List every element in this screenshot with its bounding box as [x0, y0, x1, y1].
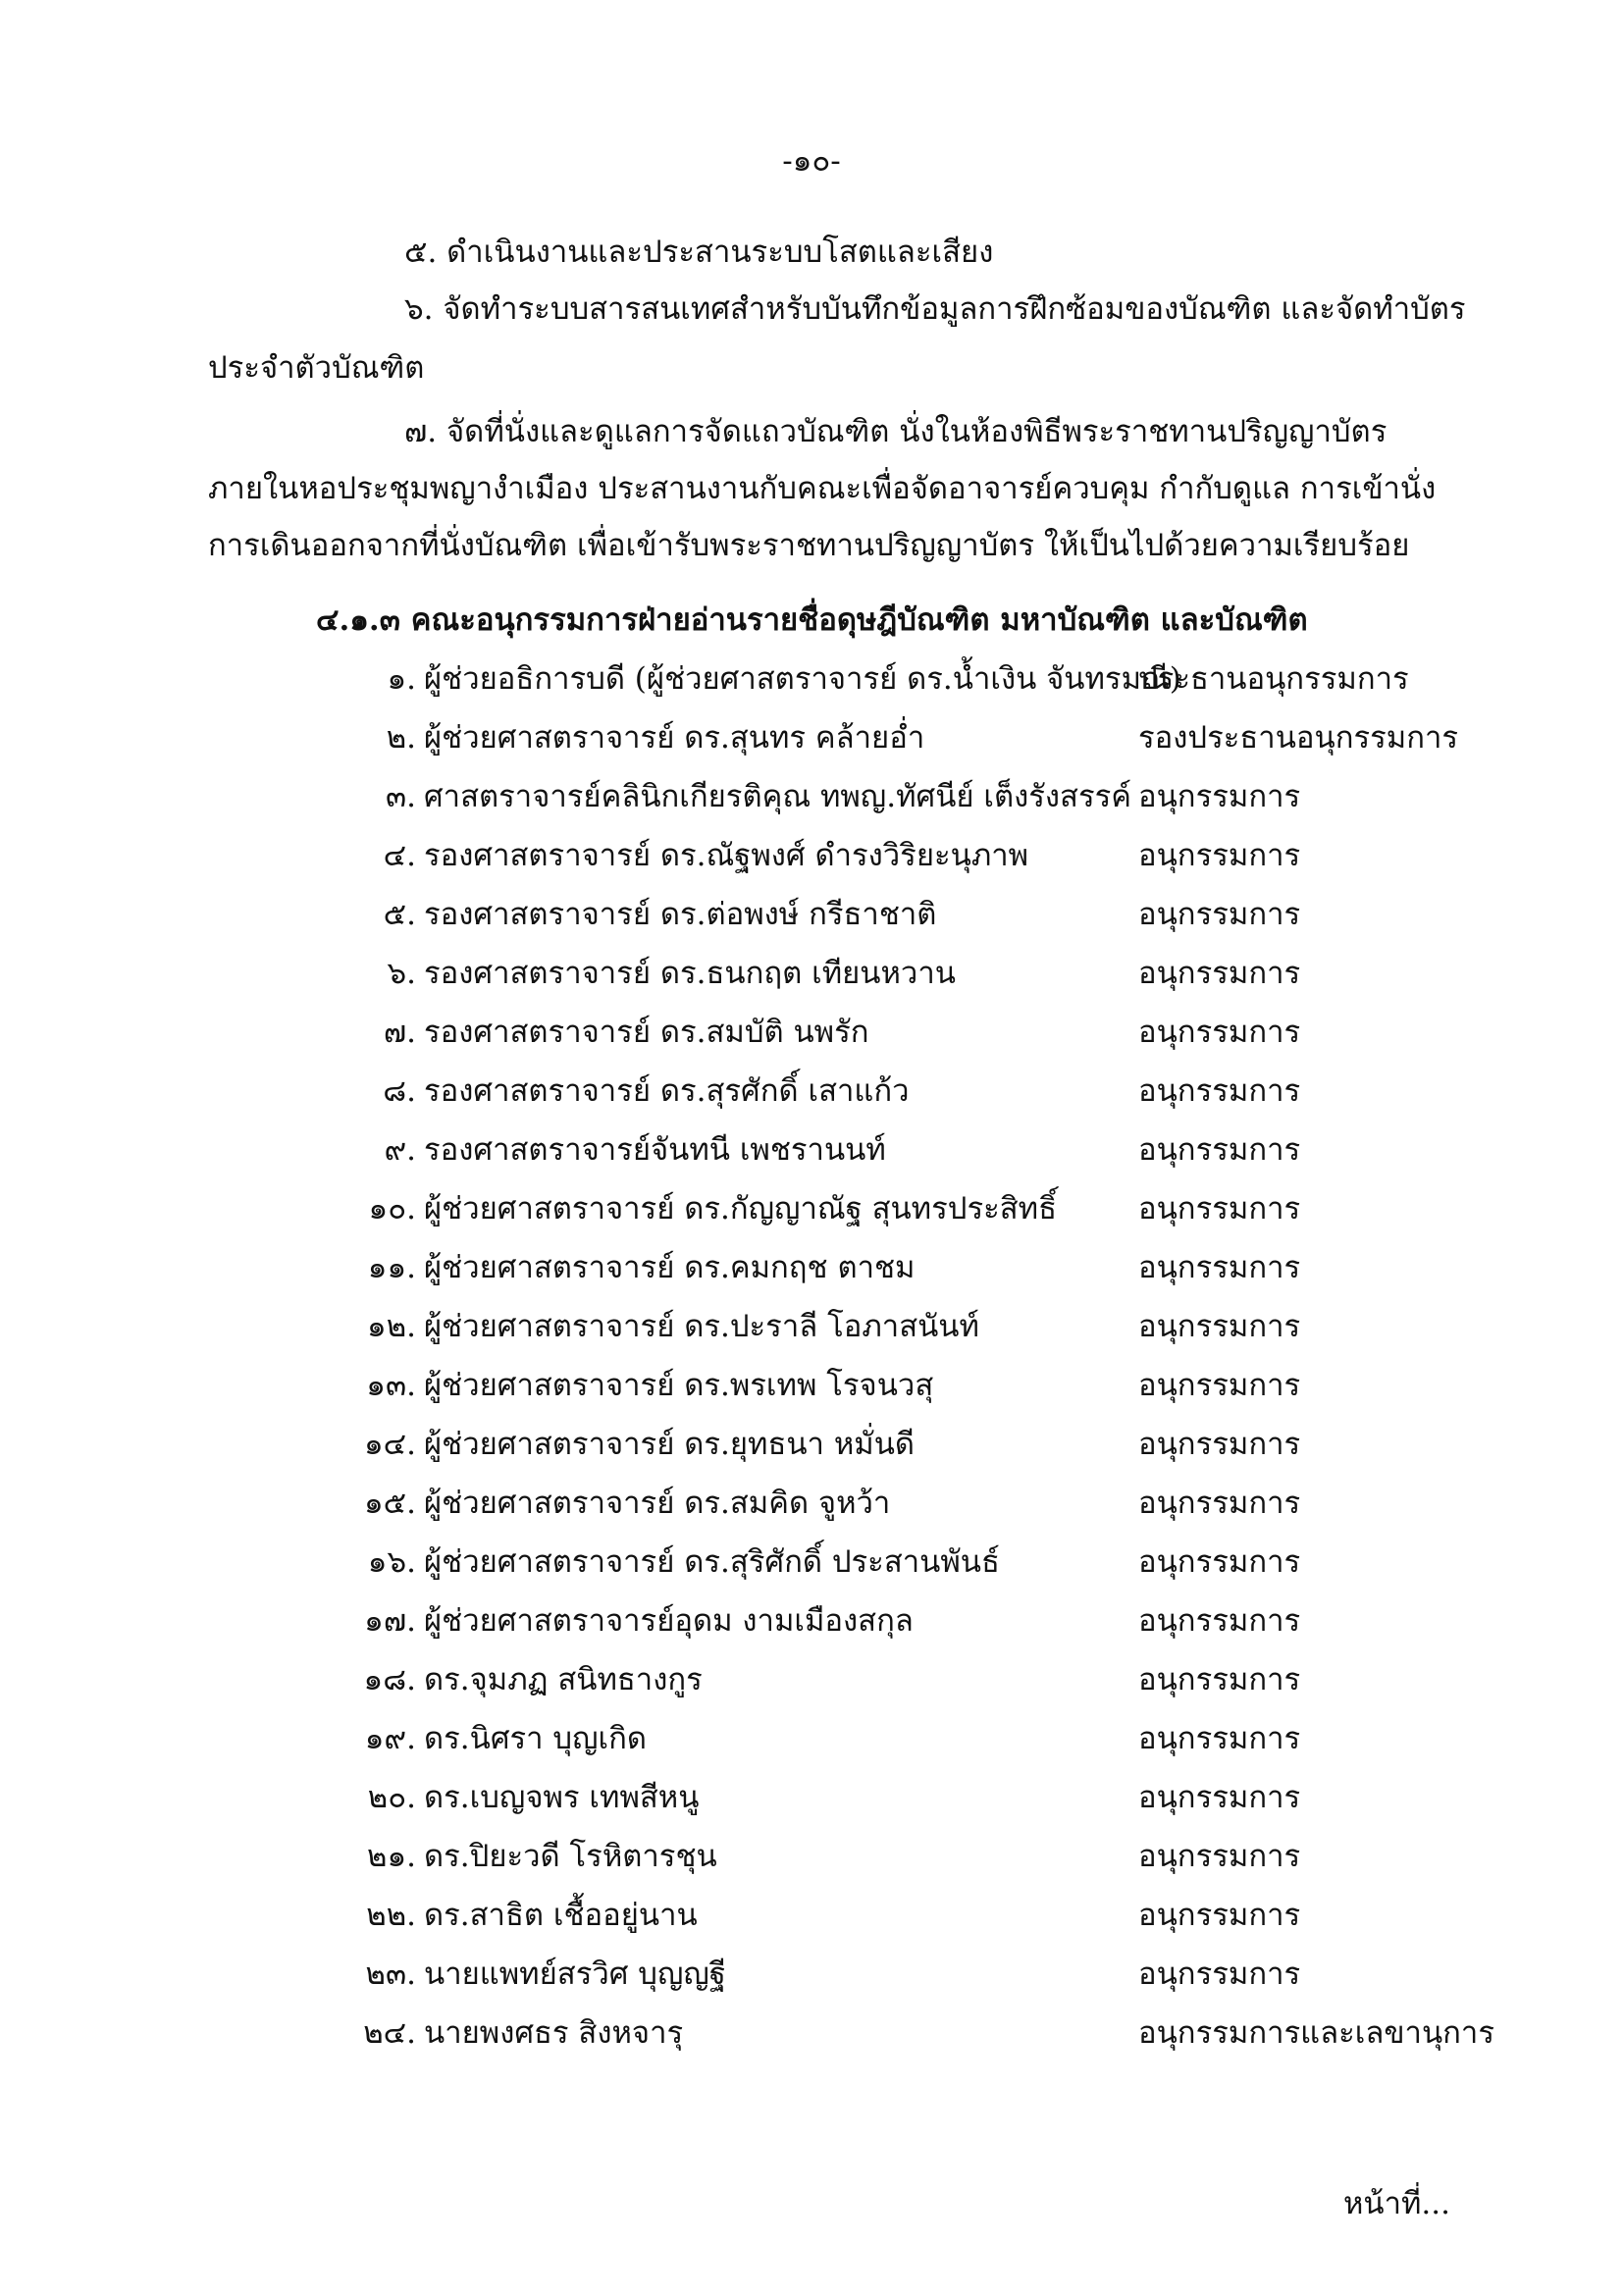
member-name: ผู้ช่วยอธิการบดี (ผู้ช่วยศาสตราจารย์ ดร.น้ำเงิน จันทรมณี) — [424, 661, 1181, 697]
member-row — [0, 1425, 1623, 1464]
member-role: อนุกรรมการ — [1138, 1839, 1301, 1874]
member-role: อนุกรรมการ — [1138, 1132, 1301, 1168]
member-name: ดร.ปิยะวดี โรหิตารชุน — [424, 1839, 717, 1874]
paragraph-item-6-line-1: ๖. จัดทำระบบสารสนเทศสำหรับบันทึกข้อมูลการฝึกซ้อมของบัณฑิต และจัดทำบัตร — [404, 291, 1466, 327]
member-name: ผู้ช่วยศาสตราจารย์ ดร.ปะราลี โอภาสนันท์ — [424, 1309, 979, 1344]
paragraph-item-7-line-1: ๗. จัดที่นั่งและดูแลการจัดแถวบัณฑิต นั่งในห้องพิธีพระราชทานปริญญาบัตร — [404, 414, 1387, 449]
member-number: ๑. — [387, 661, 416, 697]
member-row — [0, 1542, 1623, 1582]
member-row — [0, 1071, 1623, 1111]
member-role: รองประธานอนุกรรมการ — [1138, 720, 1459, 756]
page-number: -๑๐- — [782, 143, 841, 179]
member-role: อนุกรรมการ — [1138, 1427, 1301, 1462]
member-name: ดร.นิศรา บุญเกิด — [424, 1721, 648, 1756]
member-number: ๔. — [383, 838, 416, 873]
member-row — [0, 1366, 1623, 1405]
member-name: รองศาสตราจารย์ ดร.ต่อพงษ์ กรีธาชาติ — [424, 897, 937, 932]
member-number: ๑๓. — [366, 1368, 416, 1403]
member-name: ศาสตราจารย์คลินิกเกียรติคุณ ทพญ.ทัศนีย์ เต็งรังสรรค์ — [424, 779, 1132, 814]
member-name: รองศาสตราจารย์ ดร.สมบัติ นพรัก — [424, 1015, 869, 1050]
member-role: อนุกรรมการ — [1138, 1898, 1301, 1933]
member-row — [0, 1719, 1623, 1758]
paragraph-item-7-line-2: ภายในหอประชุมพญางำเมือง ประสานงานกับคณะเพื่อจัดอาจารย์ควบคุม กำกับดูแล การเข้านั่ง — [208, 471, 1437, 506]
member-row — [0, 1837, 1623, 1876]
member-role: อนุกรรมการ — [1138, 1721, 1301, 1756]
member-name: ผู้ช่วยศาสตราจารย์ ดร.สุริศักดิ์ ประสานพันธ์ — [424, 1544, 1000, 1580]
member-name: ผู้ช่วยศาสตราจารย์ ดร.ยุทธนา หมั่นดี — [424, 1427, 916, 1462]
member-role: ประธานอนุกรรมการ — [1138, 661, 1409, 697]
member-role: อนุกรรมการ — [1138, 1957, 1301, 1992]
member-role: อนุกรรมการ — [1138, 1073, 1301, 1109]
member-row — [0, 1896, 1623, 1935]
paragraph-item-6-line-2: ประจำตัวบัณฑิต — [208, 350, 425, 386]
member-role: อนุกรรมการ — [1138, 1780, 1301, 1815]
member-number: ๒๒. — [366, 1898, 416, 1933]
member-number: ๒๓. — [365, 1957, 416, 1992]
member-row — [0, 777, 1623, 816]
member-number: ๖. — [387, 956, 416, 991]
member-role: อนุกรรมการ — [1138, 1368, 1301, 1403]
member-number: ๒๔. — [363, 2015, 416, 2051]
member-row — [0, 1601, 1623, 1641]
member-number: ๑๑. — [367, 1250, 416, 1285]
member-row — [0, 718, 1623, 757]
member-role: อนุกรรมการ — [1138, 897, 1301, 932]
member-name: รองศาสตราจารย์จันทนี เพชรานนท์ — [424, 1132, 886, 1168]
member-row — [0, 1189, 1623, 1228]
member-number: ๒๐. — [367, 1780, 416, 1815]
member-name: ผู้ช่วยศาสตราจารย์อุดม งามเมืองสกุล — [424, 1603, 914, 1639]
member-number: ๑๔. — [364, 1427, 416, 1462]
member-name: ดร.สาธิต เชื้ออยู่นาน — [424, 1898, 698, 1933]
member-number: ๙. — [384, 1132, 416, 1168]
member-name: นายแพทย์สรวิศ บุญญฐี — [424, 1957, 726, 1992]
member-number: ๑๙. — [364, 1721, 416, 1756]
member-role: อนุกรรมการ — [1138, 1250, 1301, 1285]
member-role: อนุกรรมการ — [1138, 1191, 1301, 1226]
member-row — [0, 836, 1623, 875]
member-name: รองศาสตราจารย์ ดร.สุรศักดิ์ เสาแก้ว — [424, 1073, 910, 1109]
member-number: ๑๕. — [364, 1486, 416, 1521]
member-role: อนุกรรมการ — [1138, 1486, 1301, 1521]
member-row — [0, 1955, 1623, 1994]
member-name: ดร.จุมภฏ สนิทธางกูร — [424, 1662, 703, 1697]
member-row — [0, 2013, 1623, 2053]
member-name: ผู้ช่วยศาสตราจารย์ ดร.กัญญาณัฐ สุนทรประสิทธิ์ — [424, 1191, 1058, 1226]
member-row — [0, 1660, 1623, 1699]
member-number: ๒๑. — [367, 1839, 416, 1874]
member-role: อนุกรรมการ — [1138, 956, 1301, 991]
member-name: ผู้ช่วยศาสตราจารย์ ดร.สมคิด จูหว้า — [424, 1486, 891, 1521]
member-role: อนุกรรมการ — [1138, 779, 1301, 814]
member-name: ผู้ช่วยศาสตราจารย์ ดร.พรเทพ โรจนวสุ — [424, 1368, 934, 1403]
member-role: อนุกรรมการ — [1138, 1544, 1301, 1580]
member-number: ๒. — [386, 720, 416, 756]
continuation-note: หน้าที่... — [1342, 2186, 1450, 2221]
member-number: ๑๒. — [367, 1309, 416, 1344]
member-number: ๑๖. — [367, 1544, 416, 1580]
section-heading: ๔.๑.๓ คณะอนุกรรมการฝ่ายอ่านรายชื่อดุษฎีบัณฑิต มหาบัณฑิต และบัณฑิต — [316, 602, 1308, 638]
member-row — [0, 1484, 1623, 1523]
member-number: ๗. — [383, 1015, 416, 1050]
member-role: อนุกรรมการ — [1138, 1309, 1301, 1344]
member-role: อนุกรรมการ — [1138, 1015, 1301, 1050]
member-number: ๕. — [383, 897, 416, 932]
member-number: ๑๐. — [368, 1191, 416, 1226]
member-name: ผู้ช่วยศาสตราจารย์ ดร.สุนทร คล้ายอ่ำ — [424, 720, 925, 756]
member-role: อนุกรรมการ — [1138, 1603, 1301, 1639]
paragraph-item-5: ๕. ดำเนินงานและประสานระบบโสตและเสียง — [404, 235, 994, 270]
member-name: ดร.เบญจพร เทพสีหนู — [424, 1780, 700, 1815]
member-name: นายพงศธร สิงหจารุ — [424, 2015, 684, 2051]
member-number: ๑๗. — [364, 1603, 416, 1639]
member-name: ผู้ช่วยศาสตราจารย์ ดร.คมกฤช ตาชม — [424, 1250, 916, 1285]
member-name: รองศาสตราจารย์ ดร.ณัฐพงศ์ ดำรงวิริยะนุภาพ — [424, 838, 1029, 873]
member-row — [0, 1307, 1623, 1346]
member-row — [0, 1778, 1623, 1817]
member-row — [0, 1248, 1623, 1287]
member-row — [0, 659, 1623, 699]
member-row — [0, 954, 1623, 993]
member-number: ๑๘. — [363, 1662, 416, 1697]
paragraph-item-7-line-3: การเดินออกจากที่นั่งบัณฑิต เพื่อเข้ารับพระราชทานปริญญาบัตร ให้เป็นไปด้วยความเรียบร้อย — [208, 528, 1410, 563]
member-role: อนุกรรมการ — [1138, 1662, 1301, 1697]
member-name: รองศาสตราจารย์ ดร.ธนกฤต เทียนหวาน — [424, 956, 956, 991]
member-row — [0, 1130, 1623, 1170]
member-number: ๘. — [383, 1073, 416, 1109]
member-row — [0, 1013, 1623, 1052]
member-number: ๓. — [385, 779, 416, 814]
member-role: อนุกรรมการ — [1138, 838, 1301, 873]
member-role: อนุกรรมการและเลขานุการ — [1138, 2015, 1494, 2051]
member-row — [0, 895, 1623, 934]
